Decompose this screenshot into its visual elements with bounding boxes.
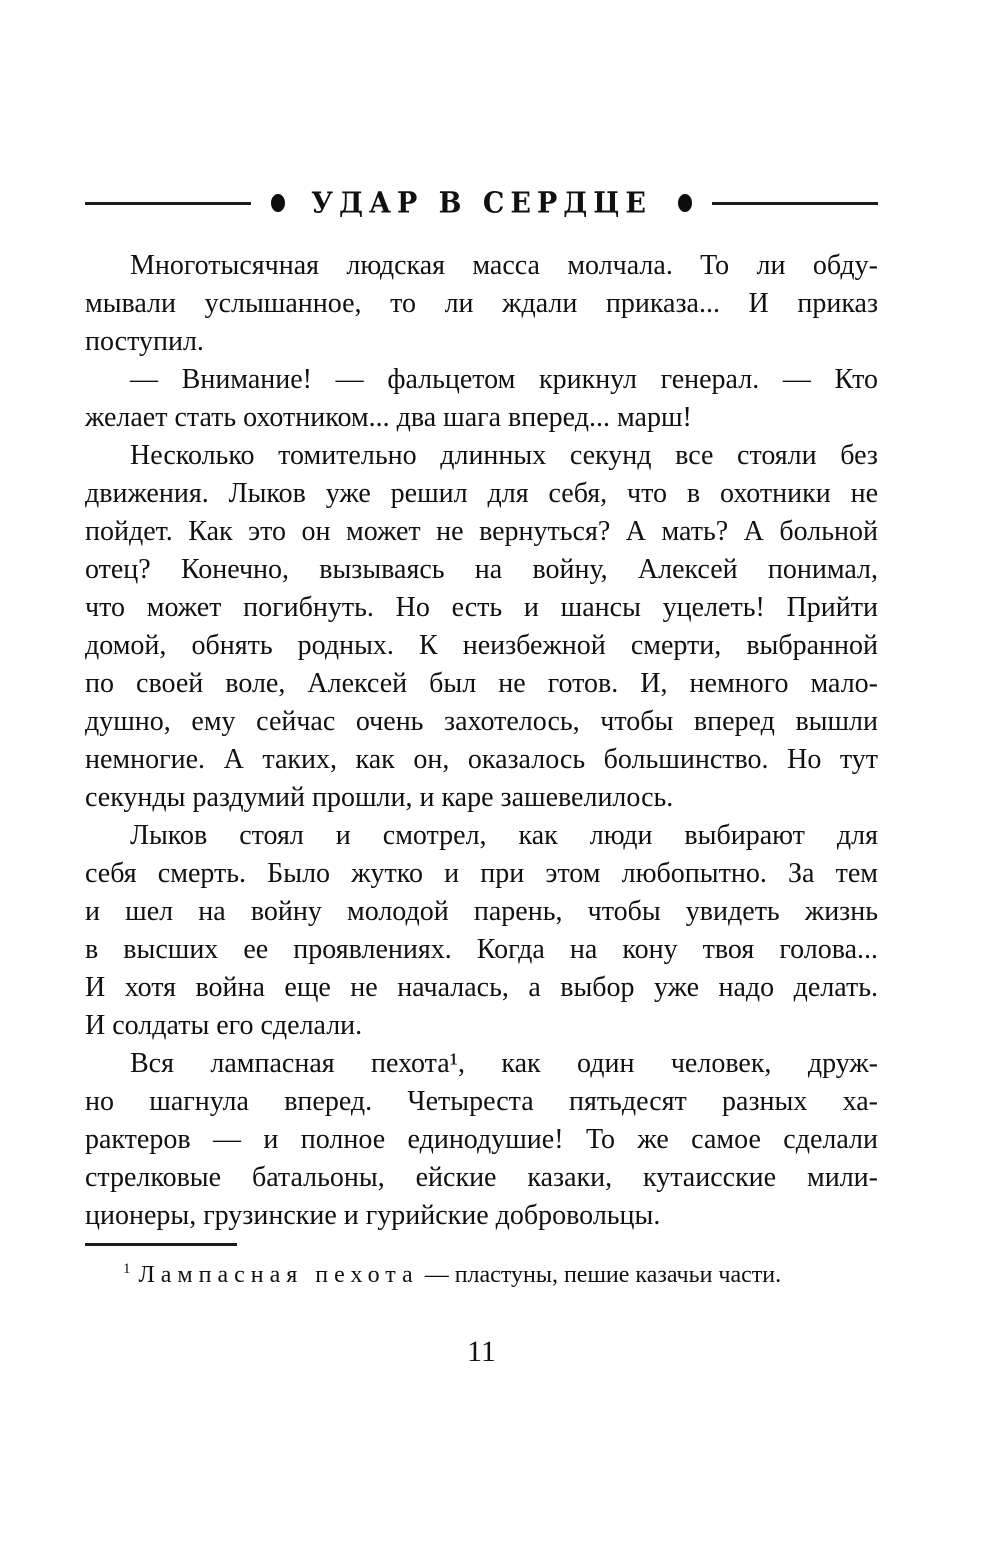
footnote-rest: — пластуны, пешие казачьи части.: [424, 1262, 782, 1288]
footnote-text: [85, 1258, 878, 1292]
text-line: секунды раздумий прошли, и каре зашевелилось.: [85, 782, 674, 813]
footnote-section: [85, 1243, 878, 1292]
text-line: что может погибнуть. Но есть и шансы уцелеть! Прийти: [85, 592, 878, 623]
text-line: — Внимание! — фальцетом крикнул генерал. — Кто: [130, 364, 878, 395]
text-line: Несколько томительно длинных секунд все стояли без: [130, 440, 878, 471]
text-line: Вся лампасная пехота¹, как один человек, друж-: [130, 1048, 878, 1079]
text-line: немногие. А таких, как он, оказалось большинство. Но тут: [85, 744, 878, 775]
text-line: желает стать охотником... два шага вперед... марш!: [85, 402, 692, 433]
text-line: рактеров — и полное единодушие! То же самое сделали: [85, 1124, 878, 1155]
text-line: в высших ее проявлениях. Когда на кону твоя голова...: [85, 934, 878, 965]
text-line: домой, обнять родных. К неизбежной смерти, выбранной: [85, 630, 878, 661]
header-rule-right: [712, 202, 878, 205]
text-line: себя смерть. Было жутко и при этом любопытно. За тем: [85, 858, 878, 889]
text-line: Многотысячная людская масса молчала. То ли обду-: [130, 250, 878, 281]
text-line: И хотя война еще не началась, а выбор уже надо делать.: [85, 972, 878, 1003]
text-line: пойдет. Как это он может не вернуться? А мать? А больной: [85, 516, 878, 547]
chapter-title: УДАР В СЕРДЦЕ: [311, 186, 652, 220]
body-text: [85, 247, 878, 1235]
text-line: И солдаты его сделали.: [85, 1010, 363, 1041]
header-dot-left-icon: [271, 194, 285, 212]
text-line: движения. Лыков уже решил для себя, что в охотники не: [85, 478, 878, 509]
text-line: по своей воле, Алексей был не готов. И, немного мало-: [85, 668, 878, 699]
footnote-term: Лампасная пехота: [138, 1262, 419, 1288]
text-line: душно, ему сейчас очень захотелось, чтобы вперед вышли: [85, 706, 878, 737]
footnote-rule: [85, 1243, 237, 1246]
text-line: но шагнула вперед. Четыреста пятьдесят разных ха-: [85, 1086, 878, 1117]
text-line: отец? Конечно, вызываясь на войну, Алексей понимал,: [85, 554, 878, 585]
page-number: 11: [467, 1335, 496, 1368]
text-line: поступил.: [85, 326, 204, 357]
footnote-marker: 1: [123, 1261, 131, 1277]
header-dot-right-icon: [678, 194, 692, 212]
text-line: ционеры, грузинские и гурийские добровольцы.: [85, 1200, 661, 1231]
text-line: мывали услышанное, то ли ждали приказа... И приказ: [85, 288, 878, 319]
chapter-header: [85, 186, 878, 220]
text-line: стрелковые батальоны, ейские казаки, кутаисские мили-: [85, 1162, 878, 1193]
text-line: и шел на войну молодой парень, чтобы увидеть жизнь: [85, 896, 878, 927]
header-rule-left: [85, 202, 251, 205]
text-line: Лыков стоял и смотрел, как люди выбирают для: [130, 820, 878, 851]
